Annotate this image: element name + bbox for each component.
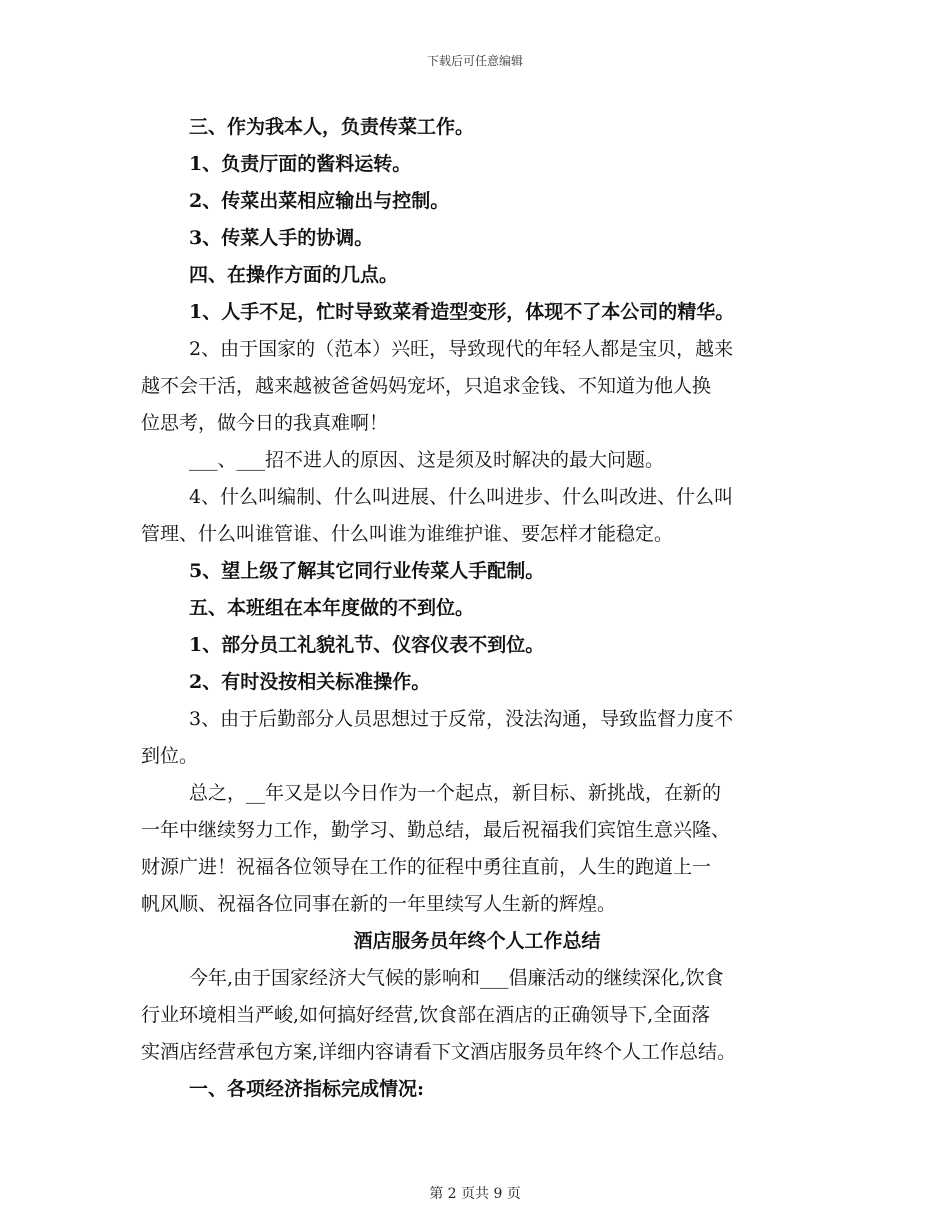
text-line: 3、由于后勤部分人员思想过于反常，没法沟通，导致监督力度不 xyxy=(189,708,734,730)
text-line: 今年,由于国家经济大气候的影响和___倡廉活动的继续深化,饮食 xyxy=(189,967,724,989)
page-header: 下载后可任意编辑 xyxy=(426,54,523,68)
text-line: 一年中继续努力工作，勤学习、勤总结，最后祝福我们宾馆生意兴隆、 xyxy=(141,819,731,841)
text-line: 2、有时没按相关标准操作。 xyxy=(189,671,431,693)
text-line: 到位。 xyxy=(141,745,199,767)
text-line: 4、什么叫编制、什么叫进展、什么叫进步、什么叫改进、什么叫 xyxy=(189,486,734,508)
text-line: 2、由于国家的（范本）兴旺，导致现代的年轻人都是宝贝，越来 xyxy=(189,338,734,360)
text-line: 3、传菜人手的协调。 xyxy=(189,227,374,249)
document-body xyxy=(141,109,813,1108)
text-line: 四、在操作方面的几点。 xyxy=(189,264,399,286)
text-line: 五、本班组在本年度做的不到位。 xyxy=(189,597,475,619)
text-line: 1、负责厅面的酱料运转。 xyxy=(189,153,412,175)
text-line: 一、各项经济指标完成情况: xyxy=(189,1078,425,1100)
text-line: 1、部分员工礼貌礼节、仪容仪表不到位。 xyxy=(189,634,545,656)
text-line: 越不会干活，越来越被爸爸妈妈宠坏，只追求金钱、不知道为他人换 xyxy=(141,375,712,397)
text-line: ___、___招不进人的原因、这是须及时解决的最大问题。 xyxy=(189,449,665,471)
text-line: 1、人手不足，忙时导致菜肴造型变形，体现不了本公司的精华。 xyxy=(189,301,735,323)
text-line: 行业环境相当严峻,如何搞好经营,饮食部在酒店的正确领导下,全面落 xyxy=(141,1004,711,1026)
text-line: 实酒店经营承包方案,详细内容请看下文酒店服务员年终个人工作总结。 xyxy=(141,1041,737,1063)
section-title: 酒店服务员年终个人工作总结 xyxy=(353,930,601,952)
text-line: 5、望上级了解其它同行业传菜人手配制。 xyxy=(189,560,545,582)
text-line: 管理、什么叫谁管谁、什么叫谁为谁维护谁、要怎样才能稳定。 xyxy=(141,523,674,545)
text-line: 三、作为我本人，负责传菜工作。 xyxy=(189,116,475,138)
page-footer: 第 2 页共 9 页 xyxy=(429,1186,521,1202)
text-line: 总之，__年又是以今日作为一个起点，新目标、新挑战，在新的 xyxy=(189,782,722,804)
text-line: 2、传菜出菜相应输出与控制。 xyxy=(189,190,450,212)
text-line: 财源广进！祝福各位领导在工作的征程中勇往直前，人生的跑道上一 xyxy=(141,856,712,878)
text-line: 帆风顺、祝福各位同事在新的一年里续写人生新的辉煌。 xyxy=(141,893,617,915)
text-line: 位思考，做今日的我真难啊！ xyxy=(141,412,389,434)
